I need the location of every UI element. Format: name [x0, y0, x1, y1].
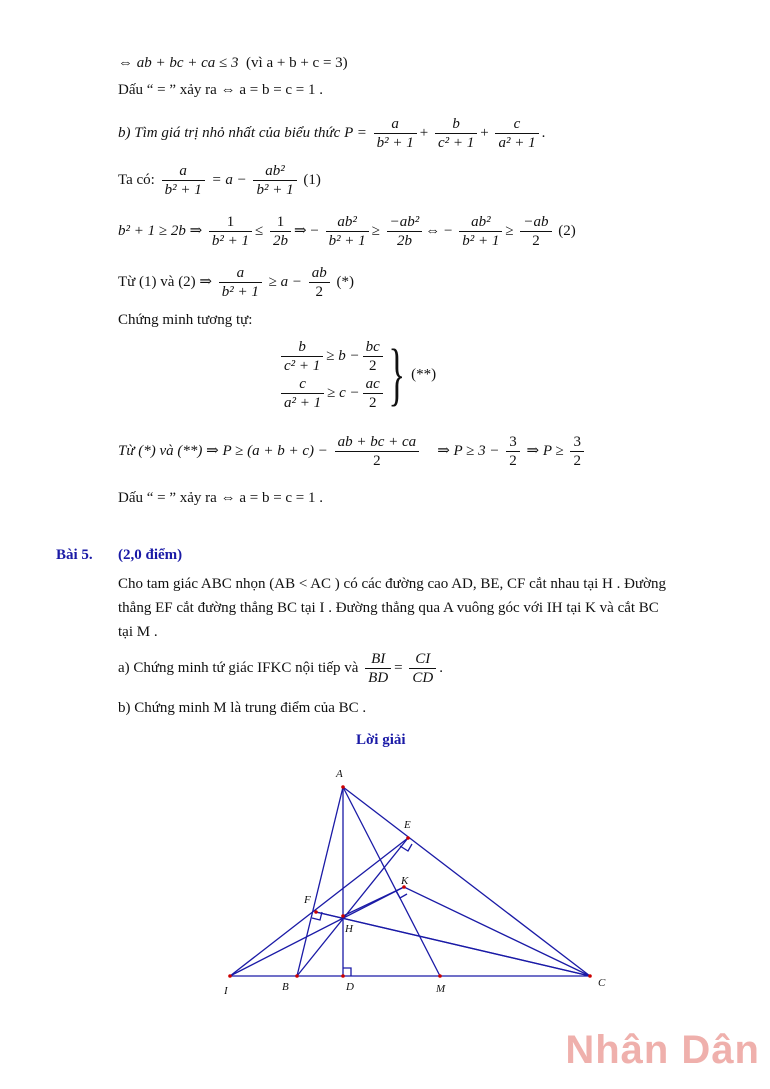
- ineq-start: b² + 1 ≥ 2b ⇒: [118, 222, 203, 239]
- tag-1: (1): [303, 171, 321, 188]
- label-E: E: [404, 819, 411, 831]
- problem-line-2: thẳng EF cắt đường thẳng BC tại I . Đường thẳng qua A vuông góc với IH tại K và cắt BC: [118, 600, 659, 616]
- from-1-2-line: Từ (1) và (2) ⇒ $\frac{a}{\text{b² + 1}}$ ≥ a − $\frac{ab}{2}$ (*): [118, 265, 354, 300]
- line-AM: [343, 787, 440, 976]
- label-C: C: [598, 977, 606, 989]
- tag-2: (2): [558, 222, 576, 239]
- ta-co-rhs: = a −: [211, 171, 247, 188]
- part-b-label: b) Tìm giá trị nhỏ nhất của biểu thức P =: [118, 124, 367, 141]
- point-F: [314, 910, 318, 914]
- label-H: H: [345, 923, 353, 935]
- problem-line-3: tại M .: [118, 624, 158, 640]
- problem-line-1: Cho tam giác ABC nhọn (AB < AC ) có các đường cao AD, BE, CF cắt nhau tại H . Đường: [118, 576, 667, 592]
- point-I: [228, 974, 232, 978]
- point-E: [406, 836, 410, 840]
- line-IE: [230, 838, 408, 976]
- part-b2-line: b) Chứng minh M là trung điểm của BC .: [118, 700, 367, 716]
- part-a: a) Chứng minh tứ giác IFKC nội tiếp và: [118, 659, 359, 676]
- point-B: [295, 974, 299, 978]
- system-block: $\frac{b}{\text{c² + 1}}$ ≥ b − $\frac{bc}{2}$ $\frac{c}{\text{a² + 1}}$ ≥ c − $\frac{ac}{2}$ } (**): [278, 338, 436, 412]
- from-star: Từ (*) và (**) ⇒ P ≥ (a + b + c) −: [118, 442, 328, 459]
- watermark-logo: Nhân Dân: [565, 1028, 760, 1072]
- point-A: [341, 785, 345, 789]
- solution-title: Lời giải: [356, 732, 406, 748]
- point-D: [341, 974, 345, 978]
- tag-2star: (**): [411, 366, 437, 383]
- similar-proof: Chứng minh tương tự:: [118, 312, 253, 328]
- ta-co-line: Ta có: $\frac{a}{\text{b² + 1}}$ = a − $\frac{\text{ab²}}{\text{b² + 1}}$ (1): [118, 163, 321, 198]
- tag-star: (*): [336, 273, 354, 290]
- from-star-line: Từ (*) và (**) ⇒ P ≥ (a + b + c) − $\frac{ab + bc + ca}{2}$ ⇒ P ≥ 3 − $\frac{3}{2}$ ⇒ P ≥ $\frac{3}{2}$: [118, 433, 587, 470]
- part-b-heading: b) Tìm giá trị nhỏ nhất của biểu thức P = $\frac{a}{\text{b² + 1}}$ + $\frac{b}{\text{c² + 1}}$ + $\frac{c}{\text{a² + 1}}$ .: [118, 116, 546, 151]
- equality-line-1: Dấu “ = ” xảy ra ⇔ a = b = c = 1 .: [118, 82, 324, 98]
- label-F: F: [304, 894, 311, 906]
- final-1: ⇒ P ≥ 3 −: [437, 442, 500, 459]
- line1-lhs: ⇔ ab + bc + ca ≤ 3: [118, 55, 239, 71]
- bai5-label: Bài 5.: [56, 547, 93, 563]
- label-I: I: [224, 985, 228, 997]
- line1-note: (vì a + b + c = 3): [246, 55, 348, 71]
- label-M: M: [436, 983, 446, 995]
- point-M: [438, 974, 442, 978]
- line-KC: [404, 887, 590, 976]
- from-1-2: Từ (1) và (2) ⇒: [118, 273, 212, 290]
- ta-co-label: Ta có:: [118, 171, 155, 188]
- part-a-line: a) Chứng minh tứ giác IFKC nội tiếp và $\frac{BI}{BD}$ = $\frac{CI}{CD}$ .: [118, 651, 443, 686]
- inequality-line-2: b² + 1 ≥ 2b ⇒ $\frac{1}{\text{b² + 1}}$ ≤ $\frac{1}{2b}$ ⇒ − $\frac{\text{ab²}}{\text{b² + 1}}$ ≥ $\frac{\text{−ab²}}{2b}$ ⇔ − $\frac{\text{ab²}}{\text{b² + 1}}$ ≥ $\frac{-ab}{2}$ (2): [118, 214, 576, 249]
- label-K: K: [401, 875, 409, 887]
- bai5-points: (2,0 điểm): [118, 547, 183, 563]
- line-HK: [343, 887, 404, 916]
- right-angle-K: [396, 891, 407, 898]
- point-C: [588, 974, 592, 978]
- label-A: A: [336, 768, 343, 780]
- figure-lines: [230, 787, 590, 976]
- label-B: B: [282, 981, 289, 993]
- label-D: D: [346, 981, 354, 993]
- final-2: ⇒ P ≥: [526, 442, 564, 459]
- equality-line-2: Dấu “ = ” xảy ra ⇔ a = b = c = 1 .: [118, 490, 324, 506]
- point-H: [341, 914, 345, 918]
- line-IK: [230, 887, 404, 976]
